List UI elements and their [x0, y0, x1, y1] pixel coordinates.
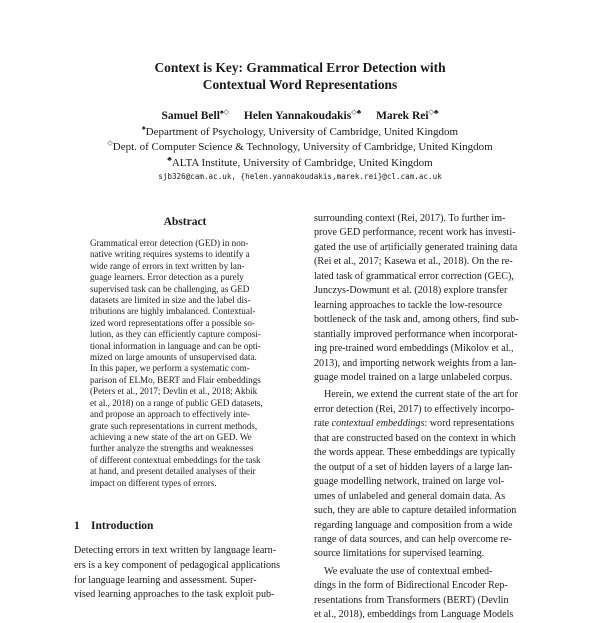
- title-line-1: Context is Key: Grammatical Error Detection with: [154, 60, 446, 75]
- text-line: error detection (Rei, 2017) to effectively incorpo-: [314, 403, 515, 415]
- text-line: We evaluate the use of contextual embed-: [324, 565, 493, 577]
- author-name: Marek Rei: [376, 110, 429, 122]
- affiliation-mark: ♠: [141, 124, 146, 132]
- emphasis: contextual embeddings: [331, 418, 425, 430]
- affiliation-text: ALTA Institute, University of Cambridge, United Kingdom: [171, 156, 433, 169]
- author-name: Samuel Bell: [161, 110, 220, 122]
- text-line: the words appear. These embeddings are typically: [314, 447, 516, 459]
- affiliation: [0, 156, 600, 171]
- text-line: umes of unlabeled and general domain data. As: [314, 490, 506, 502]
- text-line: ers is a key component of pedagogical applications: [74, 559, 281, 571]
- text-line: source limitations for supervised learning.: [314, 548, 485, 560]
- text-line: rate contextual embeddings: word representations: [314, 418, 515, 430]
- text-line: wide range of errors in text written by lan-: [90, 260, 245, 271]
- affiliation-mark: ◇: [107, 139, 113, 148]
- text-line: resentations from Transformers (BERT) (Devlin: [314, 594, 509, 606]
- affiliation-text: Department of Psychology, University of Cambridge, United Kingdom: [145, 126, 459, 138]
- text-line: ized word representations offer a possible so-: [90, 317, 255, 328]
- paragraph: [314, 212, 546, 385]
- affiliation: [0, 125, 600, 140]
- text-line: native writing requires systems to identify a: [90, 249, 250, 260]
- affiliation-mark: ♣: [167, 154, 172, 163]
- author-list: [0, 110, 600, 122]
- text-line: guage model trained on a large unlabeled corpus.: [314, 371, 513, 383]
- text-line: Grammatical error detection (GED) in non-: [90, 238, 249, 248]
- abstract-body: [90, 238, 280, 489]
- text-line: achieving a new state of the art on GED. We: [90, 431, 252, 442]
- text-line: stantially improved performance when incorporat-: [314, 328, 518, 340]
- text-line: et al., 2018), embeddings from Language Models: [314, 609, 514, 621]
- text-line: lated task of grammatical error correction (GEC),: [314, 270, 514, 282]
- text-line: at hand, and present detailed analyses of their: [90, 466, 256, 477]
- text-line: regarding language and composition from a wide: [314, 519, 513, 531]
- text-line: Junczys-Dowmunt et al. (2018) explore transfer: [314, 285, 508, 297]
- text-line: mized on large amounts of unsupervised data.: [90, 352, 257, 363]
- author-affil-marks: ♠◇: [219, 108, 230, 116]
- affiliation-list: [0, 125, 600, 171]
- author-affil-marks: ◇♣: [428, 108, 439, 116]
- text-line: Detecting errors in text written by language learn-: [74, 545, 277, 556]
- text-line: bottleneck of the task and, among others, find sub-: [314, 314, 519, 326]
- text-line: guage modelling network, trained on large vol-: [314, 476, 505, 488]
- section-title: Introduction: [91, 520, 154, 532]
- author-name: Helen Yannakoudakis: [243, 110, 352, 122]
- text-line: In this paper, we perform a systematic com-: [90, 363, 250, 374]
- text-line: grate such representations in current methods,: [90, 420, 258, 431]
- text-line: of different contextual embeddings for the task: [90, 454, 261, 465]
- abstract-heading: Abstract: [163, 216, 207, 228]
- paper-title: [0, 60, 600, 93]
- affiliation: [0, 140, 600, 155]
- title-line-2: Contextual Word Representations: [202, 76, 398, 92]
- text-line: and propose an approach to effectively inte-: [90, 409, 250, 420]
- text-line: parison of ELMo, BERT and Flair embeddings: [90, 374, 261, 385]
- author-emails: sjb326@cam.ac.uk, {helen.yannakoudakis,marek.rei}@cl.cam.ac.uk: [158, 172, 442, 181]
- paragraph: [314, 565, 546, 623]
- text-line: ing pre-trained word embeddings (Mikolov et al.,: [314, 343, 514, 355]
- text-line: range of data sources, and can help overcome re-: [314, 533, 512, 545]
- text-line: (Peters et al., 2017; Devlin et al., 2018; Akbik: [90, 386, 258, 397]
- text-line: tributions are highly imbalanced. Contextual-: [90, 306, 256, 317]
- text-line: lution, as they can efficiently capture composi-: [90, 329, 261, 340]
- intro-body: [74, 544, 306, 603]
- right-column: [314, 212, 546, 623]
- text-line: gated the use of artificially generated training data: [314, 241, 518, 253]
- paragraph-rest: [314, 432, 546, 562]
- text-line: guage learners. Error detection as a purely: [90, 272, 244, 283]
- text-line: datasets are limited in size and the label dis-: [90, 295, 251, 306]
- author-affil-marks: ◇♣: [351, 108, 362, 116]
- text-line: the output of a set of hidden layers of a large lan-: [314, 461, 513, 473]
- text-line: such, they are able to capture detailed information: [314, 505, 517, 517]
- section-number: 1: [74, 520, 80, 532]
- text-line: prove GED performance, recent work has investi-: [314, 227, 516, 239]
- text-line: (Rei et al., 2017; Kasewa et al., 2018). On the re-: [314, 256, 513, 268]
- text-line: et al., 2018) on a range of public GED datasets,: [90, 397, 263, 408]
- text-line: supervised task can be challenging, as GED: [90, 283, 250, 294]
- text-line: learning approaches to tackle the low-resource: [314, 299, 503, 311]
- text-line: further analyze the strengths and weaknesses: [90, 443, 254, 454]
- text-line: surrounding context (Rei, 2017). To further im-: [314, 213, 506, 224]
- text-line: 2013), and importing network weights from a lan-: [314, 357, 517, 369]
- paragraph: [314, 388, 546, 561]
- text-line: vised learning approaches to the task exploit pub-: [74, 589, 275, 601]
- text-line: tional information in language and can be opti-: [90, 340, 261, 351]
- affiliation-text: Dept. of Computer Science & Technology, University of Cambridge, United Kingdom: [112, 141, 493, 154]
- text-line: that are constructed based on the context in which: [314, 432, 516, 444]
- text-line: Herein, we extend the current state of the art for: [324, 389, 518, 401]
- text-line: dings in the form of Bidirectional Encoder Rep-: [314, 580, 508, 592]
- text-line: impact on different types of errors.: [90, 477, 217, 488]
- text-line: for language learning and assessment. Super-: [74, 574, 257, 586]
- section-heading: [74, 520, 304, 532]
